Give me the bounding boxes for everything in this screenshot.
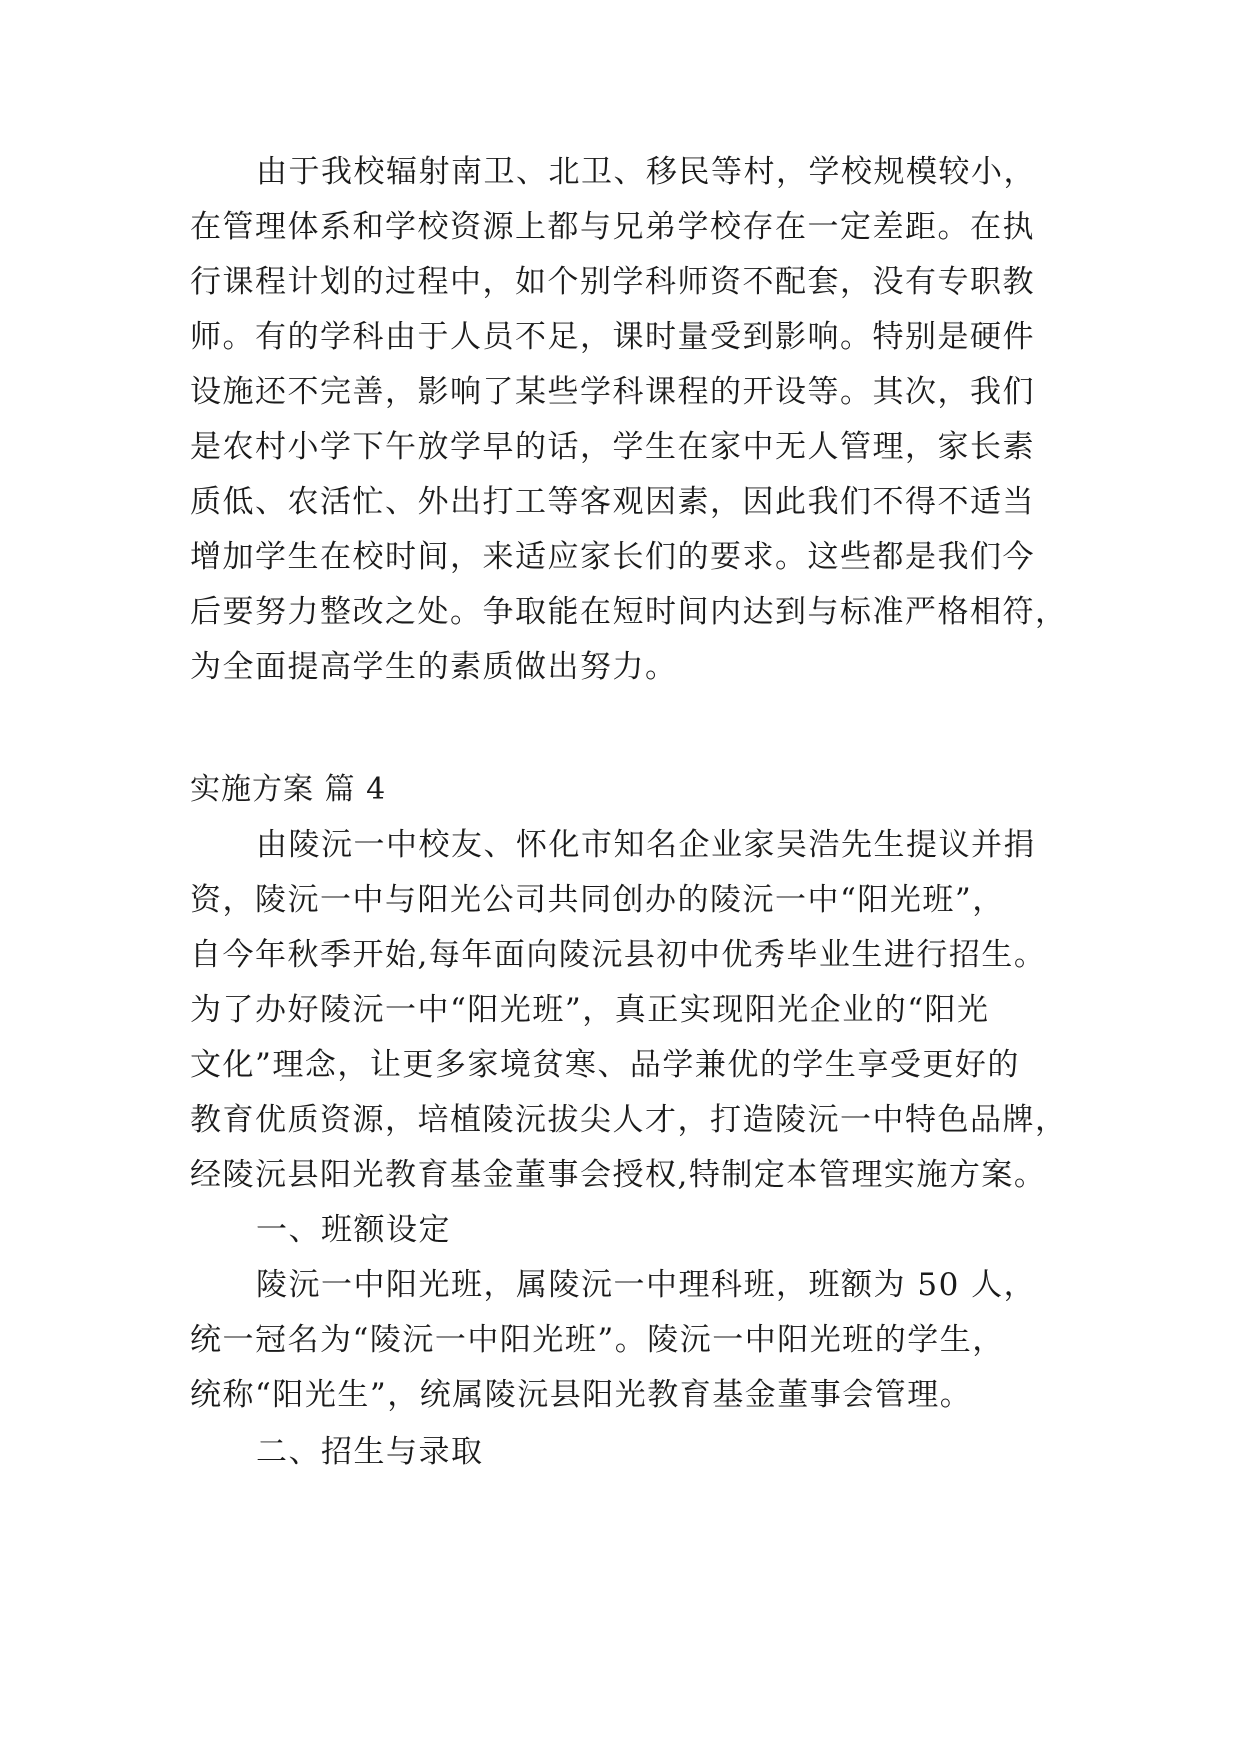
paragraph1-line-7: 质低、农活忙、外出打工等客观因素，因此我们不得不适当 xyxy=(190,484,1035,520)
paragraph3-line-3: 统称“阳光生”，统属陵沅县阳光教育基金董事会管理。 xyxy=(190,1377,973,1413)
paragraph2-line-2: 资，陵沅一中与阳光公司共同创办的陵沅一中“阳光班”， xyxy=(190,882,1005,918)
paragraph2-line-4: 为了办好陵沅一中“阳光班”，真正实现阳光企业的“阳光 xyxy=(190,992,990,1028)
paragraph1-line-1: 由于我校辐射南卫、北卫、移民等村，学校规模较小， xyxy=(256,154,1036,190)
paragraph2-line-1: 由陵沅一中校友、怀化市知名企业家吴浩先生提议并捐 xyxy=(256,827,1036,863)
paragraph1-line-9: 后要努力整改之处。争取能在短时间内达到与标准严格相符， xyxy=(190,594,1068,630)
paragraph2-line-7: 经陵沅县阳光教育基金董事会授权,特制定本管理实施方案。 xyxy=(190,1157,1047,1193)
paragraph2-line-5: 文化”理念，让更多家境贫寒、品学兼优的学生享受更好的 xyxy=(190,1047,1020,1083)
paragraph3-line-1: 陵沅一中阳光班，属陵沅一中理科班，班额为 50 人， xyxy=(256,1267,1037,1303)
section-heading: 实施方案 篇 4 xyxy=(190,772,387,807)
paragraph3-line-2: 统一冠名为“陵沅一中阳光班”。陵沅一中阳光班的学生， xyxy=(190,1322,1005,1358)
paragraph1-line-10: 为全面提高学生的素质做出努力。 xyxy=(190,649,678,685)
document-page xyxy=(190,0,1068,1754)
subheading-class-size: 一、班额设定 xyxy=(256,1212,451,1248)
paragraph1-line-4: 师。有的学科由于人员不足，课时量受到影响。特别是硬件 xyxy=(190,319,1035,355)
subheading-enrollment: 二、招生与录取 xyxy=(256,1434,484,1470)
paragraph1-line-6: 是农村小学下午放学早的话，学生在家中无人管理，家长素 xyxy=(190,429,1035,465)
paragraph1-line-3: 行课程计划的过程中，如个别学科师资不配套，没有专职教 xyxy=(190,264,1035,300)
paragraph2-line-3: 自今年秋季开始,每年面向陵沅县初中优秀毕业生进行招生。 xyxy=(190,937,1047,973)
paragraph1-line-2: 在管理体系和学校资源上都与兄弟学校存在一定差距。在执 xyxy=(190,209,1035,245)
paragraph1-line-8: 增加学生在校时间，来适应家长们的要求。这些都是我们今 xyxy=(190,539,1035,575)
paragraph1-line-5: 设施还不完善，影响了某些学科课程的开设等。其次，我们 xyxy=(190,374,1035,410)
paragraph2-line-6: 教育优质资源，培植陵沅拔尖人才，打造陵沅一中特色品牌， xyxy=(190,1102,1068,1138)
